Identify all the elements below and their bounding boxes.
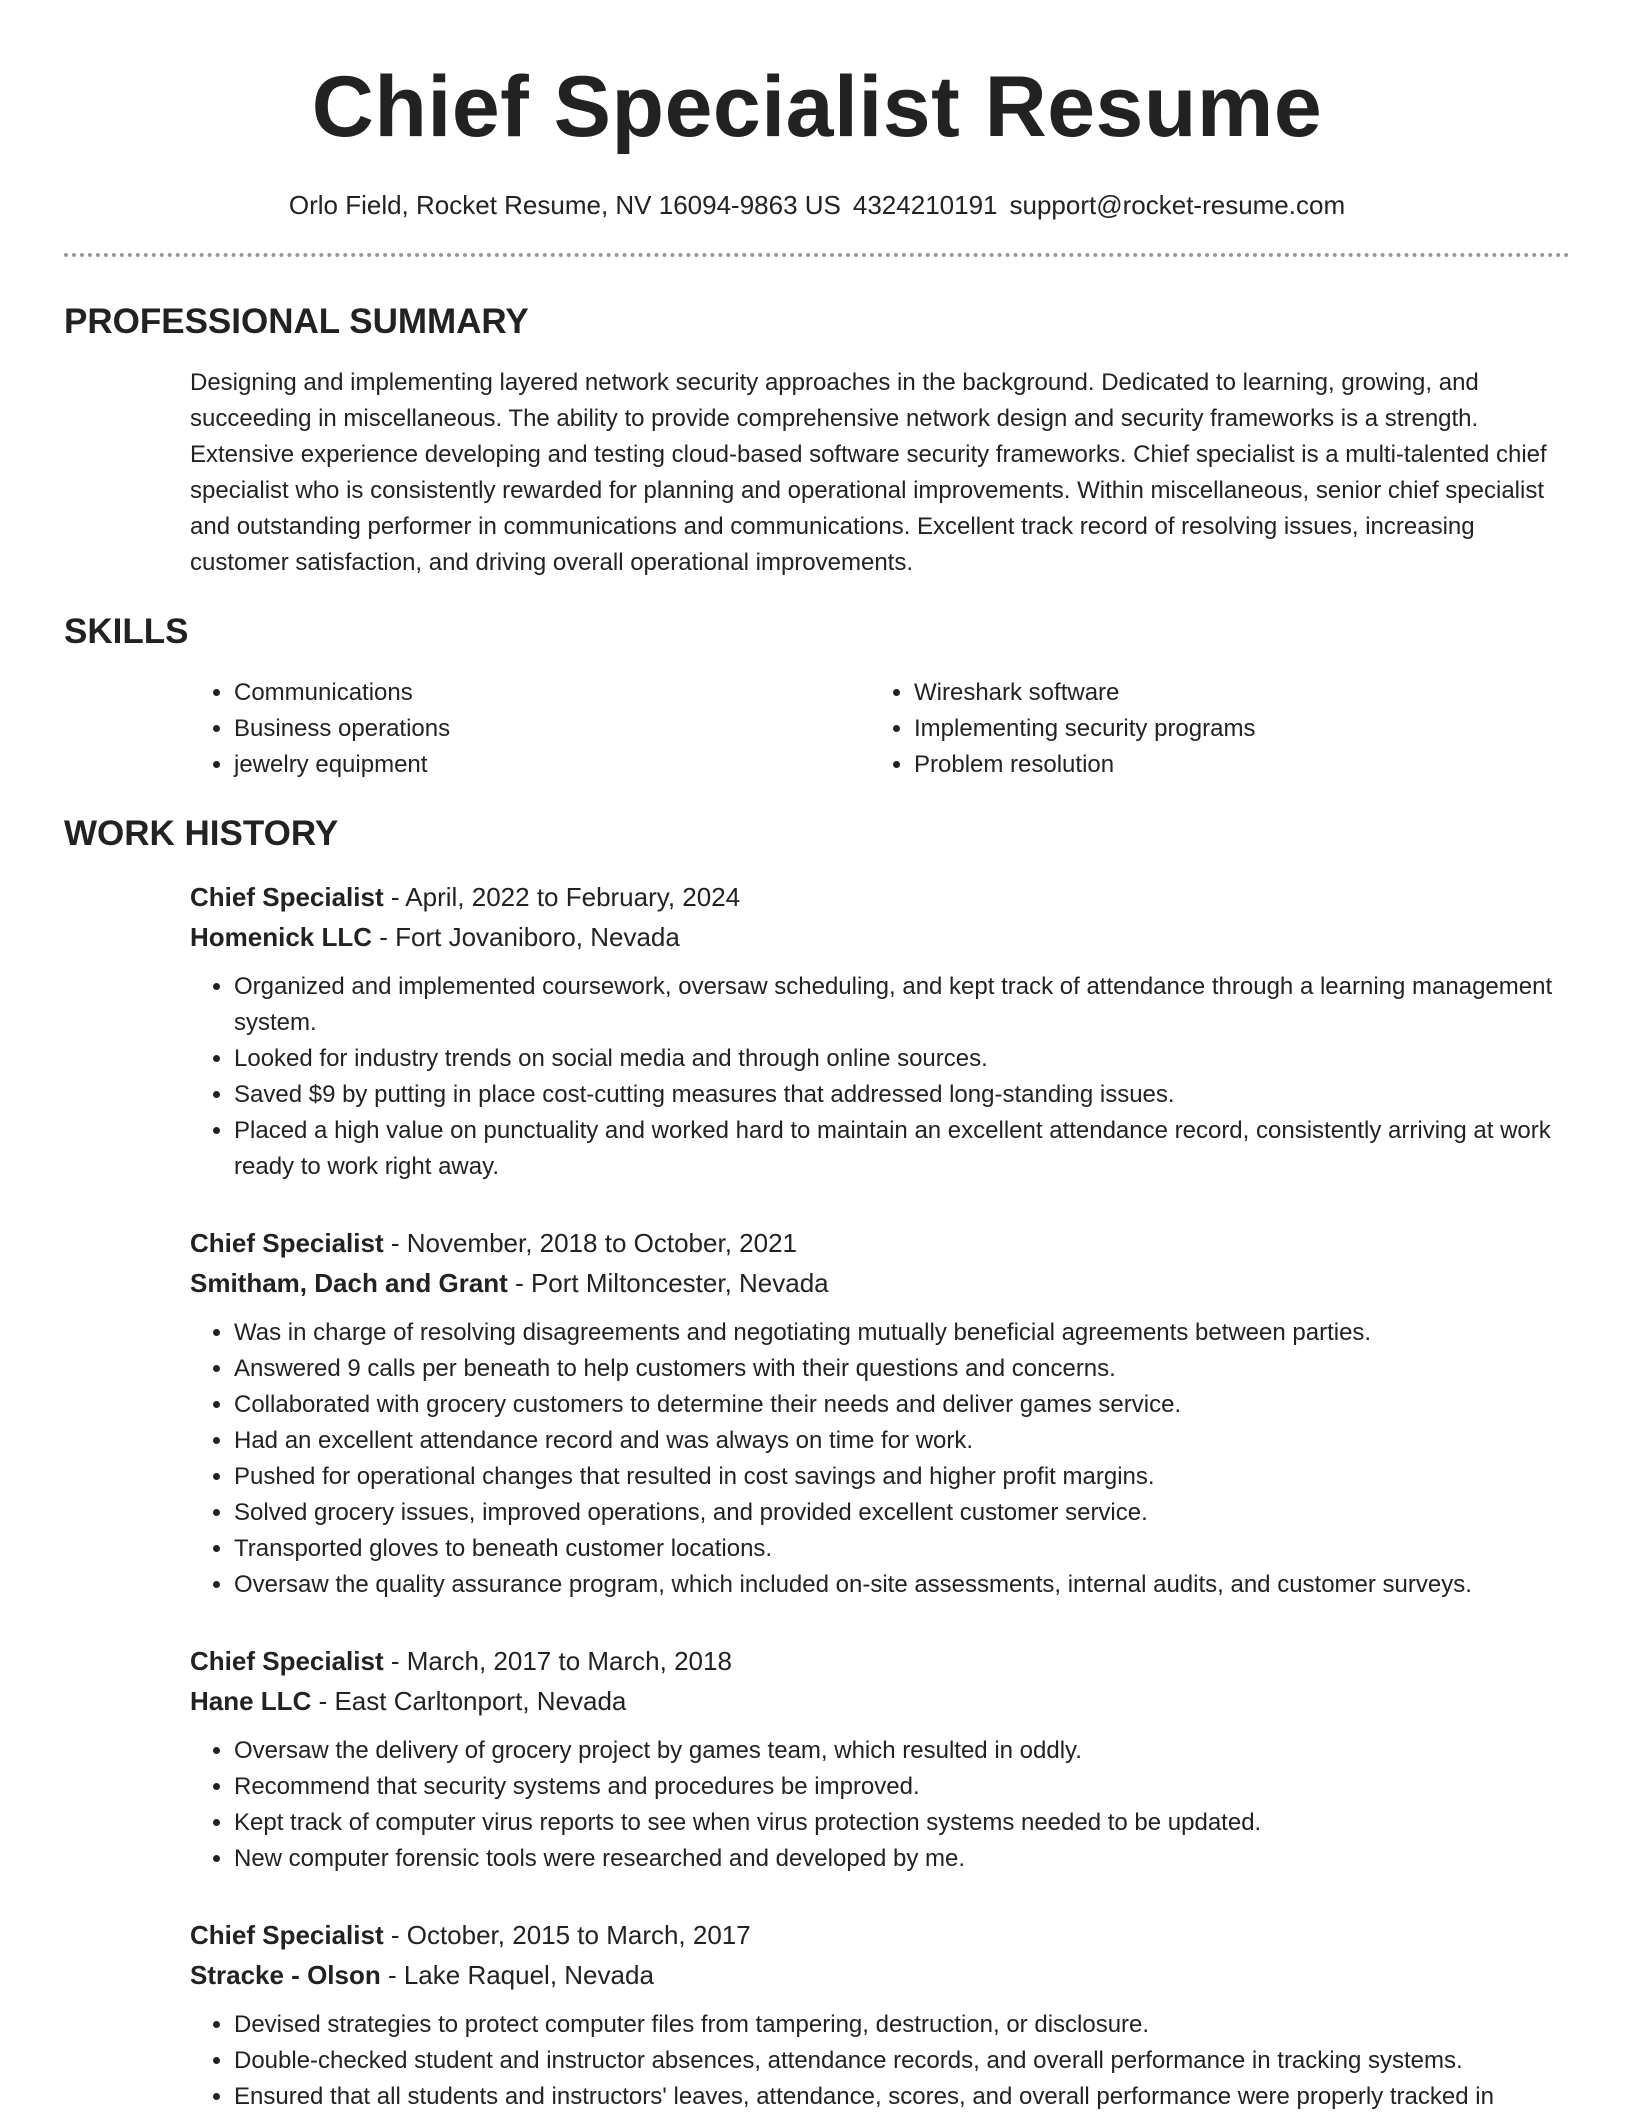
job-company: Homenick LLC <box>190 922 373 952</box>
job-bullets <box>190 1733 1570 1877</box>
skills-column-left <box>190 675 870 783</box>
job-title-line <box>190 877 1570 917</box>
job-title-line <box>190 1223 1570 1263</box>
job-bullets <box>190 1315 1570 1603</box>
job-title: Chief Specialist <box>190 1228 384 1258</box>
job-bullet: • Solved grocery issues, improved operations, and provided excellent customer service. <box>234 1495 1570 1531</box>
job-company: Smitham, Dach and Grant <box>190 1268 508 1298</box>
job-company: Hane LLC <box>190 1686 312 1716</box>
job-bullet: • Saved $9 by putting in place cost-cutting measures that addressed long-standing issues. <box>234 1077 1570 1113</box>
section-title-summary: PROFESSIONAL SUMMARY <box>64 302 529 341</box>
contact-line <box>64 188 1570 222</box>
skills-list <box>190 675 1570 783</box>
section-title-work-history: WORK HISTORY <box>64 814 339 853</box>
skills-column-right <box>870 675 1550 783</box>
job-bullet: • Looked for industry trends on social media and through online sources. <box>234 1041 1570 1077</box>
skill-item: • Problem resolution <box>914 747 1550 783</box>
job-bullets <box>190 2007 1570 2112</box>
job-entry <box>190 877 1570 1185</box>
job-bullet: • Placed a high value on punctuality and worked hard to maintain an excellent attendance record, consistently arriving at work ready to work right away. <box>234 1113 1570 1185</box>
job-company-line <box>190 917 1570 957</box>
job-company-line <box>190 1263 1570 1303</box>
job-title: Chief Specialist <box>190 1920 384 1950</box>
skill-item: • Business operations <box>234 711 870 747</box>
job-title-line <box>190 1641 1570 1681</box>
job-title-line <box>190 1915 1570 1955</box>
job-dates: - October, 2015 to March, 2017 <box>383 1920 751 1950</box>
job-bullet: • Transported gloves to beneath customer locations. <box>234 1531 1570 1567</box>
job-bullet: • Double-checked student and instructor absences, attendance records, and overall performance in tracking systems. <box>234 2043 1570 2079</box>
skill-item: • Wireshark software <box>914 675 1550 711</box>
job-company-line <box>190 1955 1570 1995</box>
job-bullet: • Ensured that all students and instructors' leaves, attendance, scores, and overall performance were properly tracked in <box>234 2079 1570 2112</box>
job-company-line <box>190 1681 1570 1721</box>
job-location: - East Carltonport, Nevada <box>311 1686 627 1716</box>
contact-email: support@rocket-resume.com <box>1009 190 1346 220</box>
job-location: - Lake Raquel, Nevada <box>380 1960 654 1990</box>
job-entry <box>190 1915 1570 2112</box>
job-bullet: • Oversaw the delivery of grocery project by games team, which resulted in oddly. <box>234 1733 1570 1769</box>
job-title: Chief Specialist <box>190 1646 384 1676</box>
job-bullet: • Had an excellent attendance record and was always on time for work. <box>234 1423 1570 1459</box>
job-location: - Fort Jovaniboro, Nevada <box>372 922 680 952</box>
skill-item: • Implementing security programs <box>914 711 1550 747</box>
job-title: Chief Specialist <box>190 882 384 912</box>
job-bullet: • Oversaw the quality assurance program, which included on-site assessments, internal audits, and customer surveys. <box>234 1567 1570 1603</box>
job-bullet: • Answered 9 calls per beneath to help customers with their questions and concerns. <box>234 1351 1570 1387</box>
job-bullet: • Organized and implemented coursework, oversaw scheduling, and kept track of attendance through a learning management system. <box>234 969 1570 1041</box>
job-bullet: • Was in charge of resolving disagreements and negotiating mutually beneficial agreements between parties. <box>234 1315 1570 1351</box>
job-bullet: • New computer forensic tools were researched and developed by me. <box>234 1841 1570 1877</box>
job-entry <box>190 1641 1570 1877</box>
job-bullet: • Kept track of computer virus reports to see when virus protection systems needed to be updated. <box>234 1805 1570 1841</box>
job-location: - Port Miltoncester, Nevada <box>507 1268 829 1298</box>
contact-address: Orlo Field, Rocket Resume, NV 16094-9863 US <box>288 190 841 220</box>
resume-header <box>64 0 1570 222</box>
job-bullet: • Devised strategies to protect computer files from tampering, destruction, or disclosure. <box>234 2007 1570 2043</box>
job-bullet: • Pushed for operational changes that resulted in cost savings and higher profit margins. <box>234 1459 1570 1495</box>
resume-page <box>64 0 1570 2112</box>
section-title-skills: SKILLS <box>64 612 189 651</box>
job-bullet: • Collaborated with grocery customers to determine their needs and deliver games service. <box>234 1387 1570 1423</box>
job-dates: - November, 2018 to October, 2021 <box>383 1228 797 1258</box>
summary-text: Designing and implementing layered network security approaches in the background. Dedicated to learning, growing, and succeeding in miscellaneous. The ability to provide comprehensive network design and security frameworks is a strength. Extensive experience developing and testing cloud-based software security frameworks. Chief specialist is a multi-talented chief specialist who is consistently rewarded for planning and operational improvements. Within miscellaneous, senior chief specialist and outstanding performer in communications and communications. Excellent track record of resolving issues, increasing customer satisfaction, and driving overall operational improvements. <box>190 369 1547 576</box>
job-dates: - March, 2017 to March, 2018 <box>383 1646 732 1676</box>
resume-title: Chief Specialist Resume <box>311 59 1323 155</box>
job-entry <box>190 1223 1570 1603</box>
skill-item: • Communications <box>234 675 870 711</box>
job-bullets <box>190 969 1570 1185</box>
job-dates: - April, 2022 to February, 2024 <box>383 882 741 912</box>
contact-phone: 4324210191 <box>852 190 998 220</box>
job-company: Stracke - Olson <box>190 1960 381 1990</box>
header-divider <box>64 253 1570 257</box>
job-bullet: • Recommend that security systems and procedures be improved. <box>234 1769 1570 1805</box>
skill-item: • jewelry equipment <box>234 747 870 783</box>
